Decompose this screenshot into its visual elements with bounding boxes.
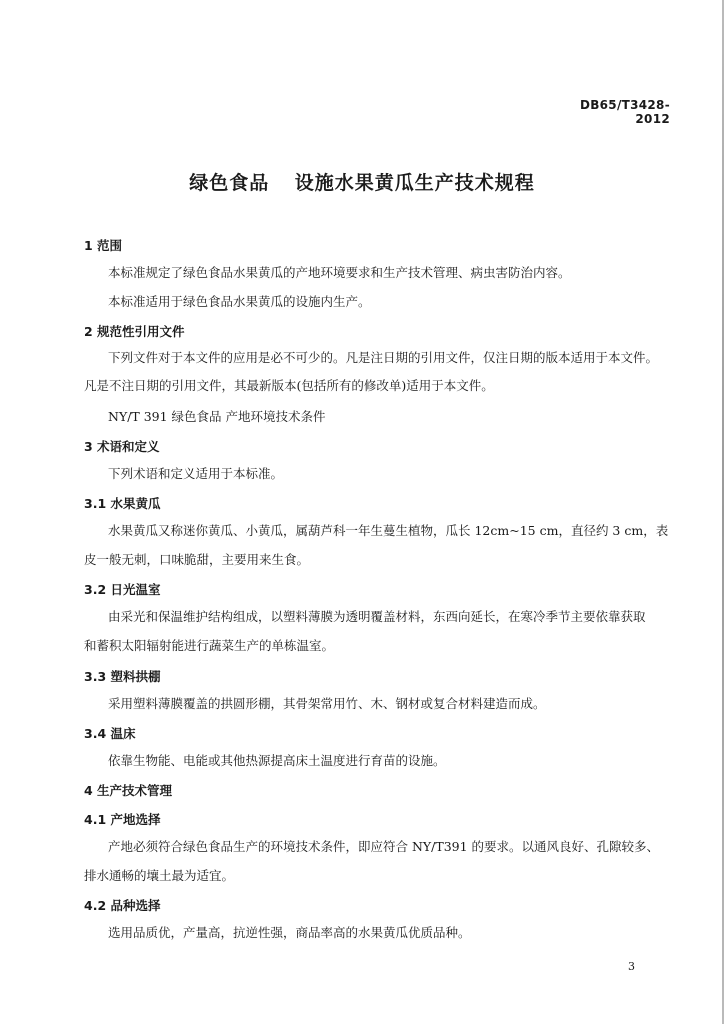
section-3-4-para: 依靠生物能、电能或其他热源提高床土温度进行育苗的设施。 [108, 753, 446, 768]
section-3-3-para: 采用塑料薄膜覆盖的拱圆形棚，其骨架常用竹、木、钢材或复合材料建造而成。 [108, 696, 546, 711]
section-2-para-1-line-1: 下列文件对于本文件的应用是必不可少的。凡是注日期的引用文件，仅注日期的版本适用于本文件。 [108, 350, 659, 365]
section-heading-2: 2 规范性引用文件 [84, 324, 185, 339]
section-heading-1: 1 范围 [84, 238, 123, 253]
section-heading-3-3: 3.3 塑料拱棚 [84, 669, 161, 684]
document-code: DB65/T3428-2012 [579, 98, 670, 126]
section-heading-3-4: 3.4 温床 [84, 726, 136, 741]
section-1-para-1: 本标准规定了绿色食品水果黄瓜的产地环境要求和生产技术管理、病虫害防治内容。 [108, 265, 571, 280]
section-heading-3-2: 3.2 日光温室 [84, 582, 161, 597]
section-heading-3-1: 3.1 水果黄瓜 [84, 496, 161, 511]
section-4-1-para-line-1: 产地必须符合绿色食品生产的环境技术条件，即应符合 NY/T391 的要求。以通风良好、孔隙较多、 [108, 839, 660, 854]
section-2-para-1-line-2: 凡是不注日期的引用文件，其最新版本(包括所有的修改单)适用于本文件。 [84, 378, 494, 393]
section-3-2-para-line-1: 由采光和保温维护结构组成，以塑料薄膜为透明覆盖材料，东西向延长，在寒冷季节主要依靠获取 [108, 609, 646, 624]
section-3-1-para-line-1: 水果黄瓜又称迷你黄瓜、小黄瓜，属葫芦科一年生蔓生植物，瓜长 12cm~15 cm，直径约 3 cm，表 [108, 523, 669, 538]
section-heading-4-1: 4.1 产地选择 [84, 812, 161, 827]
section-1-para-2: 本标准适用于绿色食品水果黄瓜的设施内生产。 [108, 294, 371, 309]
document-title: 绿色食品 设施水果黄瓜生产技术规程 [189, 172, 535, 194]
section-4-2-para: 选用品质优，产量高，抗逆性强，商品率高的水果黄瓜优质品种。 [108, 925, 471, 940]
page-number: 3 [628, 960, 635, 973]
section-4-1-para-line-2: 排水通畅的壤土最为适宜。 [84, 868, 235, 883]
section-heading-4-2: 4.2 品种选择 [84, 898, 161, 913]
section-3-2-para-line-2: 和蓄积太阳辐射能进行蔬菜生产的单栋温室。 [84, 638, 335, 653]
section-heading-4: 4 生产技术管理 [84, 783, 173, 798]
section-3-1-para-line-2: 皮一般无刺，口味脆甜，主要用来生食。 [84, 552, 310, 567]
section-2-reference: NY/T 391 绿色食品 产地环境技术条件 [108, 409, 326, 424]
section-3-para-1: 下列术语和定义适用于本标准。 [108, 466, 284, 481]
section-heading-3: 3 术语和定义 [84, 439, 160, 454]
